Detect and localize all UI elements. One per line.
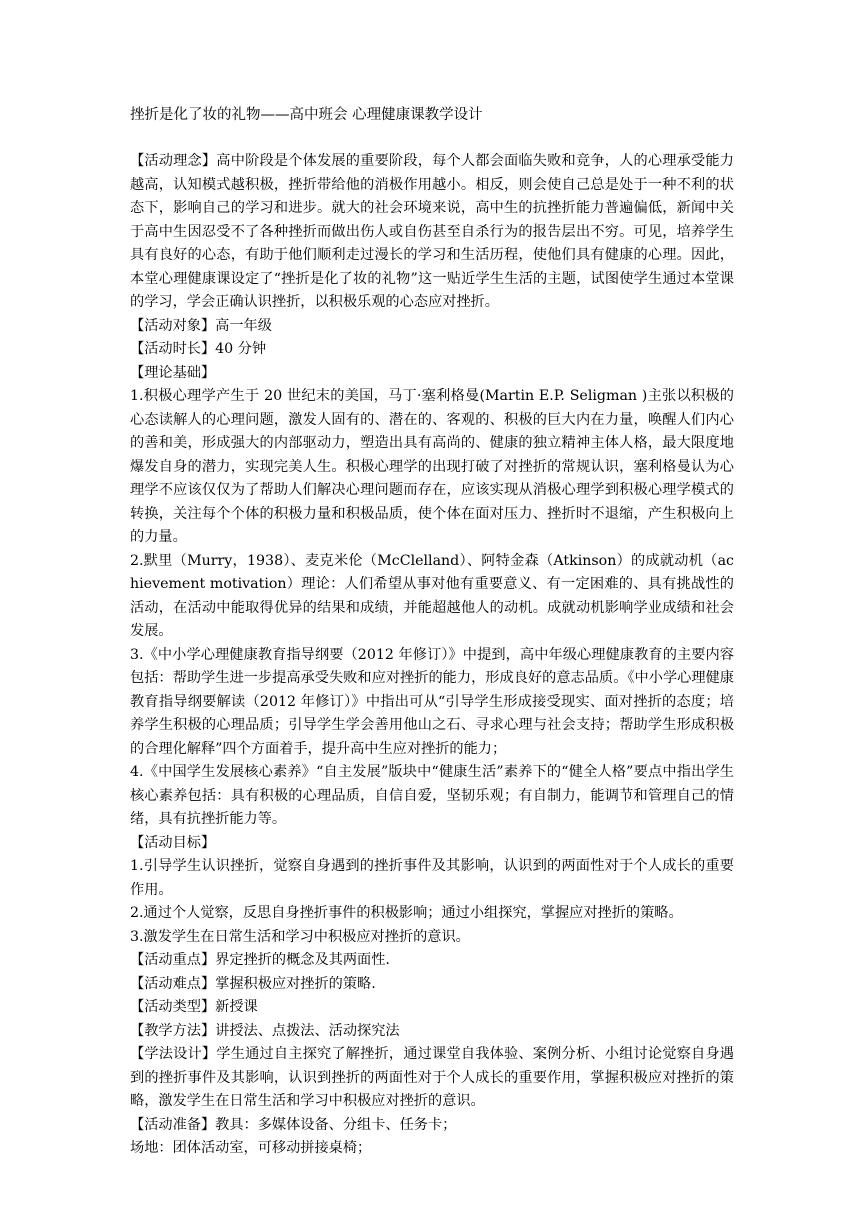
section-activity-target: 【活动对象】高一年级 <box>130 317 272 334</box>
theory-item-2: 2.默里（Murry，1938）、麦克米伦（McClelland）、阿特金森（Atkinson）的成就动机（achievement motivation）理论：人们希望从事对他有重要意义、有一定困难的、具有挑战性的活动，在活动中能取得优异的结果和成绩，并能超越他人的动机。成就动机影响学业成绩和社会发展。 <box>130 552 734 639</box>
document-page <box>130 104 734 1161</box>
document-title: 挫折是化了妆的礼物——高中班会 心理健康课教学设计 <box>130 107 483 123</box>
section-venue: 场地：团体活动室，可移动拼接桌椅； <box>130 1140 372 1156</box>
section-activity-goals-heading: 【活动目标】 <box>130 834 216 851</box>
section-activity-philosophy: 【活动理念】高中阶段是个体发展的重要阶段，每个人都会面临失败和竞争，人的心理承受能力越高，认知模式越积极，挫折带给他的消极作用越小。相反，则会使自己总是处于一种不利的状态下，影响自己的学习和进步。就大的社会环境来说，高中生的抗挫折能力普遍偏低，新闻中关于高中生因忍受不了各种挫折而做出伤人或自伤甚至自杀行为的报告层出不穷。可见，培养学生具有良好的心态，有助于他们顺利走过漫长的学习和生活历程，使他们具有健康的心理。因此，本堂心理健康课设定了“挫折是化了妆的礼物”这一贴近学生生活的主题，试图使学生通过本堂课的学习，学会正确认识挫折，以积极乐观的心态应对挫折。 <box>130 153 734 310</box>
theory-item-4: 4.《中国学生发展核心素养》“自主发展”版块中“健康生活”素养下的“健全人格”要点中指出学生核心素养包括：具有积极的心理品质，自信自爱，坚韧乐观；有自制力，能调节和管理自己的情绪，具有抗挫折能力等。 <box>130 764 734 827</box>
theory-item-1: 1.积极心理学产生于 20 世纪末的美国，马丁·塞利格曼(Martin E.P. Seligman )主张以积极的心态读解人的心理问题，激发人固有的、潜在的、客观的、积极的巨大内在力量，唤醒人们内心的善和美，形成强大的内部驱动力，塑造出具有高尚的、健康的独立精神主体人格，最大限度地爆发自身的潜力，实现完美人生。积极心理学的出现打破了对挫折的常规认识，塞利格曼认为心理学不应该仅仅为了帮助人们解决心理问题而存在，应该实现从消极心理学到积极心理学模式的转换，关注每个个体的积极力量和积极品质，使个体在面对压力、挫折时不退缩，产生积极向上的力量。 <box>130 388 734 545</box>
section-teaching-method: 【教学方法】讲授法、点拨法、活动探究法 <box>130 1022 400 1039</box>
goal-item-2: 2.通过个人觉察，反思自身挫折事件的积极影响；通过小组探究，掌握应对挫折的策略。 <box>130 905 683 921</box>
theory-item-3: 3.《中小学心理健康教育指导纲要（2012 年修订）》中提到，高中年级心理健康教育的主要内容包括：帮助学生进一步提高承受失败和应对挫折的能力，形成良好的意志品质。《中小学心理健康教育指导纲要解读（2012 年修订）》中指出可从“引导学生形成接受现实、面对挫折的态度；培养学生积极的心理品质；引导学生学会善用他山之石、寻求心理与社会支持；帮助学生形成积极的合理化解释”四个方面着手，提升高中生应对挫折的能力； <box>130 646 734 757</box>
section-theory-basis-heading: 【理论基础】 <box>130 364 216 381</box>
section-learning-design: 【学法设计】学生通过自主探究了解挫折，通过课堂自我体验、案例分析、小组讨论觉察自身遇到的挫折事件及其影响，认识到挫折的两面性对于个人成长的重要作用，掌握积极应对挫折的策略，激发学生在日常生活和学习中积极应对挫折的意识。 <box>130 1046 734 1109</box>
section-activity-preparation: 【活动准备】教具：多媒体设备、分组卡、任务卡； <box>130 1116 457 1133</box>
goal-item-3: 3.激发学生在日常生活和学习中积极应对挫折的意识。 <box>130 928 470 945</box>
section-activity-duration: 【活动时长】40 分钟 <box>130 341 267 357</box>
goal-item-1: 1.引导学生认识挫折，觉察自身遇到的挫折事件及其影响，认识到的两面性对于个人成长的重要作用。 <box>130 858 734 898</box>
section-difficult-point: 【活动难点】掌握积极应对挫折的策略. <box>130 975 376 992</box>
section-activity-type: 【活动类型】新授课 <box>130 999 258 1015</box>
section-key-point: 【活动重点】界定挫折的概念及其两面性. <box>130 952 390 968</box>
